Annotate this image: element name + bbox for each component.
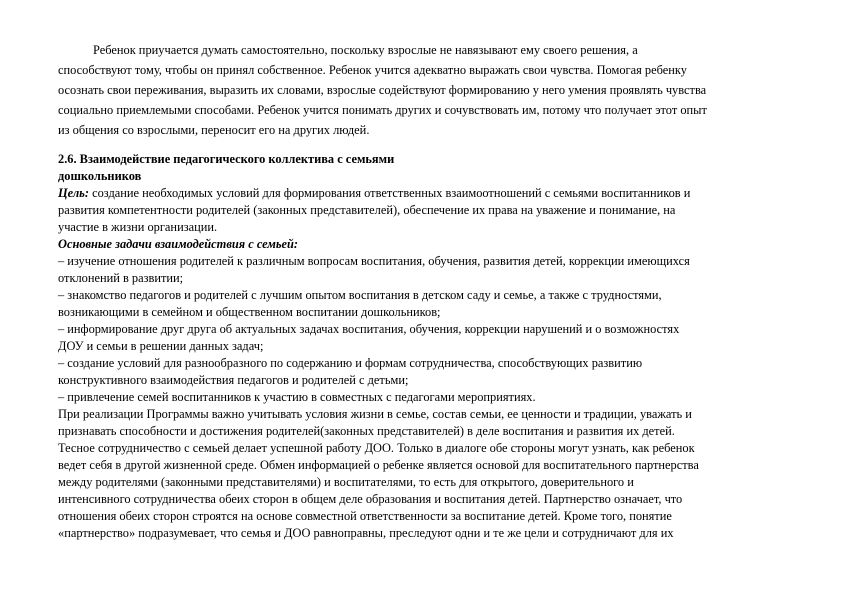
tasks-heading: Основные задачи взаимодействия с семьей: <box>58 237 299 251</box>
body-line-6: ДОУ и семьи в решении данных задач; <box>58 339 264 353</box>
body-line-3: – знакомство педагогов и родителей с лучшим опытом воспитания в детском саду и семье, а также с трудностями, <box>58 288 662 302</box>
body-line-4: возникающими в семейном и общественном воспитании дошкольников; <box>58 305 441 319</box>
body-line-13: ведет себя в другой жизненной среде. Обмен информацией о ребенке является основой для воспитательного партнерства <box>58 458 699 472</box>
intro-line-5: из общения со взрослыми, переносит его на других людей. <box>58 123 370 137</box>
body-line-7: – создание условий для разнообразного по содержанию и формам сотрудничества, способствующих развитию <box>58 356 643 370</box>
goal-line-1 <box>58 185 690 202</box>
body-line-1: – изучение отношения родителей к различным вопросам воспитания, обучения, развития детей, коррекции имеющихся <box>58 254 690 268</box>
section-heading-line-2: дошкольников <box>58 169 142 183</box>
body-line-10: При реализации Программы важно учитывать условия жизни в семье, состав семьи, ее ценности и традиции, уважать и <box>58 407 692 421</box>
body-line-14: между родителями (законными представителями) и воспитателями, то есть для открытого, доверительного и <box>58 475 634 489</box>
goal-text: создание необходимых условий для формирования ответственных взаимоотношений с семьями воспитанников и <box>88 186 691 200</box>
body-line-8: конструктивного взаимодействия педагогов и родителей с детьми; <box>58 373 409 387</box>
goal-line-3: участие в жизни организации. <box>58 220 218 234</box>
body-line-5: – информирование друг друга об актуальных задачах воспитания, обучения, коррекции нарушений и о возможностях <box>58 322 680 336</box>
goal-line-2: развития компетентности родителей (законных представителей), обеспечение их права на уважение и понимание, на <box>58 203 676 217</box>
intro-line-1: Ребенок приучается думать самостоятельно, поскольку взрослые не навязывают ему своего решения, а <box>93 43 638 57</box>
body-line-15: интенсивного сотрудничества обеих сторон в общем деле образования и воспитания детей. Партнерство означает, что <box>58 492 683 506</box>
body-line-16: отношения обеих сторон строятся на основе совместной ответственности за воспитание детей. Кроме того, понятие <box>58 509 672 523</box>
goal-label: Цель: <box>58 186 89 200</box>
intro-line-4: социально приемлемыми способами. Ребенок учится понимать других и сочувствовать им, потому что получает этот опыт <box>58 103 707 117</box>
section-heading-line-1: 2.6. Взаимодействие педагогического коллектива с семьями <box>58 152 395 166</box>
body-line-11: признавать способности и достижения родителей(законных представителей) в деле воспитания и развития их детей. <box>58 424 675 438</box>
intro-line-3: осознать свои переживания, выразить их словами, взрослые содействуют формированию у него умения проявлять чувства <box>58 83 707 97</box>
intro-line-2: способствуют тому, чтобы он принял собственное. Ребенок учится адекватно выражать свои чувства. Помогая ребенку <box>58 63 687 77</box>
body-line-9: – привлечение семей воспитанников к участию в совместных с педагогами мероприятиях. <box>58 390 536 404</box>
body-line-2: отклонений в развитии; <box>58 271 184 285</box>
body-line-12: Тесное сотрудничество с семьей делает успешной работу ДОО. Только в диалоге обе стороны могут узнать, как ребенок <box>58 441 695 455</box>
body-line-17: «партнерство» подразумевает, что семья и ДОО равноправны, преследуют одни и те же цели и сотрудничают для их <box>58 526 674 540</box>
